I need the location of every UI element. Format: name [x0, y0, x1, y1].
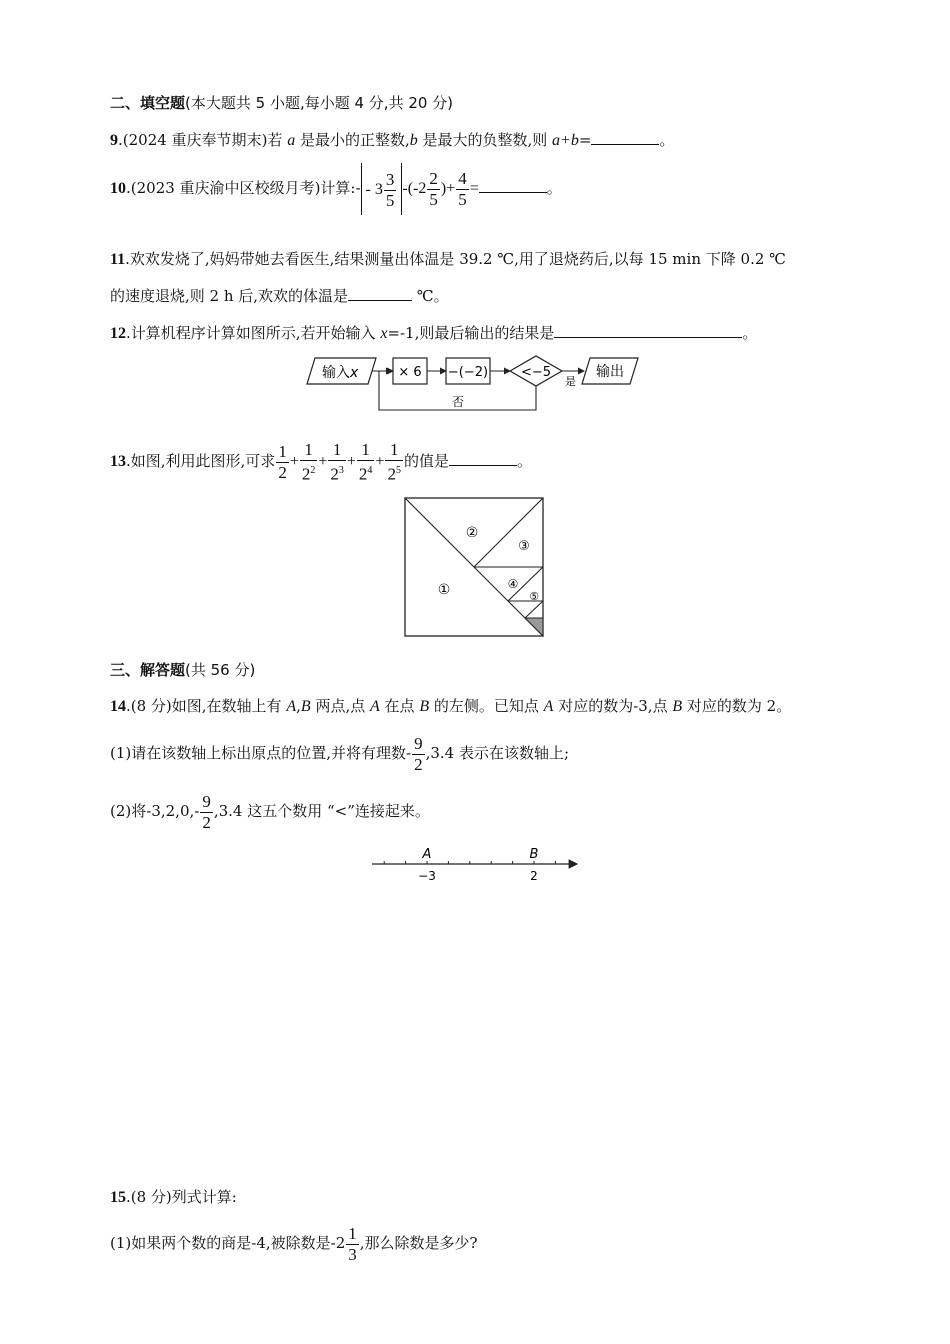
question-text: .(2023 重庆渝中区校级月考)计算:- — [126, 179, 361, 197]
answer-blank[interactable] — [348, 286, 412, 301]
question-14-part-2 — [110, 783, 430, 839]
term-3 — [328, 440, 346, 485]
question-13 — [110, 433, 532, 490]
point-a: A — [543, 698, 554, 715]
section-info: (共 56 分) — [185, 661, 256, 679]
fraction-3-5 — [384, 170, 397, 211]
no-label: 否 — [451, 395, 465, 409]
expr-a-plus-b: a+b — [552, 132, 579, 149]
question-text: 是最小的正整数, — [295, 131, 410, 149]
question-text: ℃。 — [412, 287, 449, 305]
plus-sign: + — [346, 453, 356, 470]
number-line — [368, 842, 584, 884]
denominator — [357, 461, 375, 485]
expr-part: -(-2 — [402, 180, 427, 197]
fraction-4-5 — [456, 169, 469, 210]
base: 2 — [301, 464, 311, 484]
region-label-5: ⑤ — [529, 590, 539, 603]
compare-label: <−5 — [520, 365, 552, 380]
question-text: ,3.4 表示在该数轴上; — [425, 744, 570, 762]
question-text: .(8 分)列式计算: — [126, 1188, 237, 1206]
numerator: 3 — [385, 169, 395, 189]
shaded-triangle — [525, 618, 543, 636]
base: 2 — [330, 464, 339, 484]
label-a: A — [422, 847, 432, 862]
split-line — [474, 498, 543, 567]
numerator: 4 — [458, 168, 467, 188]
equals: = — [578, 131, 592, 149]
question-11-line-1 — [110, 248, 786, 271]
denominator — [385, 461, 403, 485]
denominator — [276, 463, 289, 483]
question-text: 是最大的负整数,则 — [417, 131, 553, 149]
question-number: 11 — [110, 251, 126, 268]
question-12 — [110, 322, 757, 345]
question-text: .如图,利用此图形,可求 — [126, 452, 276, 470]
base: 2 — [387, 464, 396, 484]
answer-blank[interactable] — [449, 451, 517, 466]
numerator: 2 — [429, 168, 438, 188]
var-a: a — [287, 132, 296, 149]
question-number: 15 — [110, 1189, 126, 1206]
numerator: 1 — [357, 440, 375, 461]
answer-blank[interactable] — [591, 130, 659, 145]
period: 。 — [742, 324, 758, 342]
var-b: b — [409, 132, 418, 149]
abs-prefix: - 3 — [365, 181, 383, 198]
numerator: 1 — [300, 440, 318, 461]
term-5 — [385, 440, 403, 485]
label-b: B — [529, 847, 539, 862]
program-flowchart — [300, 350, 650, 416]
absolute-value — [361, 163, 403, 215]
fraction-9-2 — [200, 792, 213, 833]
exponent: 5 — [395, 464, 401, 476]
numerator: 1 — [348, 1223, 357, 1243]
period: 。 — [516, 452, 532, 470]
question-number: 10 — [110, 180, 126, 197]
square-division-figure — [404, 497, 546, 639]
answer-blank[interactable] — [479, 178, 547, 193]
question-text: .欢欢发烧了,妈妈带她去看医生,结果测量出体温是 39.2 ℃,用了退烧药后,以每 15 min 下降 0.2 ℃ — [125, 250, 786, 268]
denominator — [328, 461, 346, 485]
denominator: 5 — [429, 189, 438, 209]
period: 。 — [546, 179, 562, 197]
period: 。 — [659, 131, 675, 149]
numerator: 9 — [414, 733, 423, 753]
question-14-part-1 — [110, 725, 569, 781]
question-text: , — [296, 697, 301, 715]
plus-sign: + — [289, 453, 299, 470]
term-2 — [300, 440, 318, 485]
numerator: 9 — [202, 791, 211, 811]
denominator — [300, 461, 318, 485]
base: 2 — [358, 464, 368, 484]
input-label: 输入 — [322, 365, 350, 381]
answer-blank[interactable] — [554, 323, 742, 338]
point-b: B — [672, 698, 683, 715]
question-text: ,那么除数是多少? — [359, 1234, 478, 1252]
plus-sign: + — [375, 453, 385, 470]
fraction-2-5 — [427, 169, 440, 210]
term-1 — [276, 442, 289, 483]
output-label: 输出 — [596, 364, 624, 380]
section-info: (本大题共 5 小题,每小题 4 分,共 20 分) — [185, 94, 454, 112]
value-a: −3 — [418, 869, 436, 883]
question-15 — [110, 1186, 237, 1209]
denominator: 5 — [385, 190, 395, 210]
denominator: 3 — [348, 1244, 357, 1264]
question-number: 12 — [110, 325, 126, 342]
question-text: 的左侧。已知点 — [429, 697, 544, 715]
question-14 — [110, 695, 791, 718]
question-number: 14 — [110, 698, 126, 715]
question-text: .(2024 重庆奉节期末)若 — [118, 131, 288, 149]
point-b: B — [300, 698, 311, 715]
value-b: 2 — [530, 869, 538, 883]
section-title: 三、解答题 — [110, 661, 186, 679]
denominator: 2 — [202, 812, 211, 832]
question-text: (1)如果两个数的商是-4,被除数是-2 — [110, 1234, 346, 1252]
term-4 — [357, 440, 375, 485]
expr-part: )+ — [440, 180, 456, 197]
minus-neg-two-label: −(−2) — [447, 365, 489, 380]
exponent: 3 — [338, 464, 344, 476]
question-number: 13 — [110, 453, 126, 470]
numerator: 1 — [328, 440, 346, 461]
point-b: B — [419, 698, 430, 715]
question-15-part-1 — [110, 1215, 478, 1271]
question-11-line-2 — [110, 285, 449, 307]
region-label-2: ② — [465, 525, 479, 541]
equals: = — [469, 180, 479, 197]
plus-sign: + — [318, 453, 328, 470]
split-line — [525, 601, 543, 618]
denominator: 2 — [414, 754, 423, 774]
question-text: .计算机程序计算如图所示,若开始输入 — [126, 324, 381, 342]
exponent: 4 — [367, 464, 373, 476]
section-title: 二、填空题 — [110, 94, 186, 112]
question-text: .(8 分)如图,在数轴上有 — [126, 697, 287, 715]
region-label-1: ① — [437, 582, 451, 598]
question-9 — [110, 129, 674, 152]
numerator: 1 — [278, 441, 287, 461]
fraction-9-2 — [412, 734, 425, 775]
yes-label: 是 — [565, 375, 576, 388]
denominator: 5 — [458, 189, 467, 209]
question-10 — [110, 160, 562, 217]
question-text: =-1,则最后输出的结果是 — [387, 324, 555, 342]
region-label-3: ③ — [518, 539, 530, 554]
question-text: 的速度退烧,则 2 h 后,欢欢的体温是 — [110, 287, 349, 305]
fraction-1-3 — [346, 1224, 359, 1265]
section-solve-heading — [110, 659, 255, 681]
question-text: 的值是 — [403, 452, 449, 470]
var-x: x — [380, 325, 388, 342]
question-text: 在点 — [379, 697, 420, 715]
question-text: ,3.4 这五个数用 “<”连接起来。 — [213, 802, 430, 820]
question-text: (1)请在该数轴上标出原点的位置,并将有理数- — [110, 744, 412, 762]
region-label-4: ④ — [507, 577, 519, 591]
input-var: x — [350, 365, 359, 381]
base: 2 — [278, 462, 287, 482]
numerator: 1 — [385, 440, 403, 461]
exponent: 2 — [310, 464, 316, 476]
section-fill-in-heading — [110, 92, 453, 114]
times-six-label: × 6 — [398, 365, 422, 380]
question-number: 9 — [110, 132, 118, 149]
question-text: 对应的数为-3,点 — [553, 697, 673, 715]
point-a: A — [286, 698, 297, 715]
question-text: (2)将-3,2,0,- — [110, 802, 200, 820]
question-text: 两点,点 — [310, 697, 370, 715]
question-text: 对应的数为 2。 — [682, 697, 792, 715]
point-a: A — [369, 698, 380, 715]
